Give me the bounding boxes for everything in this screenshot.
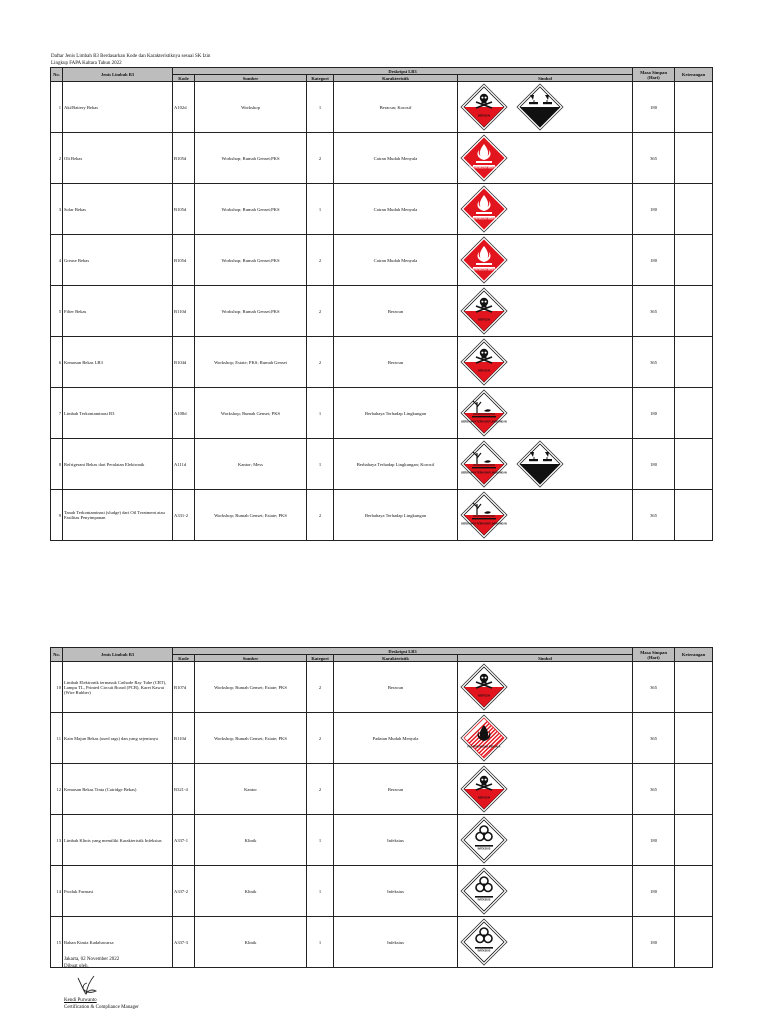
symbol-label: CAIRAN MUDAH MENYALA (468, 166, 500, 170)
row-jenis-limbah: Refrigerant Bekas dari Peralatan Elektronik (63, 439, 173, 490)
row-no: 5 (51, 286, 63, 337)
table-row (51, 337, 713, 388)
row-karakteristik: Cairan Mudah Menyala (334, 133, 458, 184)
row-karakteristik: Infeksius (334, 815, 458, 866)
table-row (51, 439, 713, 490)
row-karakteristik: Berbahaya Terhadap Lingkungan (334, 388, 458, 439)
row-kategori: 2 (307, 337, 334, 388)
symbol-label: BERACUN (478, 694, 490, 698)
row-sumber: Workshop (195, 82, 307, 133)
row-masa-simpan: 365 (633, 286, 675, 337)
row-masa-simpan: 365 (633, 490, 675, 541)
header-deskripsi: Deskripsi LB3 (173, 648, 633, 655)
row-simbol (458, 439, 633, 490)
row-simbol (458, 184, 633, 235)
row-simbol (458, 286, 633, 337)
row-sumber: Workshop; Rumah Genset; Estate; PKS (195, 662, 307, 713)
flam_solid-hazard-icon (460, 714, 508, 762)
table-row (51, 235, 713, 286)
toxic-hazard-icon (460, 338, 508, 386)
row-simbol (458, 815, 633, 866)
row-kode: A111d (173, 439, 195, 490)
row-kode: B104d (173, 337, 195, 388)
row-sumber: Workshop; Rumah Genset;PKS (195, 235, 307, 286)
table-row (51, 866, 713, 917)
symbol-label: INFEKSIUS (477, 898, 491, 902)
row-simbol (458, 662, 633, 713)
row-simbol (458, 133, 633, 184)
signatory (64, 998, 139, 1011)
row-keterangan (675, 388, 713, 439)
row-kode: A337-3 (173, 917, 195, 968)
row-keterangan (675, 286, 713, 337)
signature-place-date: Jakarta, 02 November 2022 (64, 957, 120, 962)
row-masa-simpan: 180 (633, 866, 675, 917)
row-keterangan (675, 235, 713, 286)
row-kategori: 1 (307, 184, 334, 235)
row-keterangan (675, 662, 713, 713)
waste-table-2 (50, 647, 713, 968)
row-kode: A337-2 (173, 866, 195, 917)
row-simbol (458, 713, 633, 764)
row-karakteristik: Beracun; Korosif (334, 82, 458, 133)
row-sumber: Kantor; Mess (195, 439, 307, 490)
row-jenis-limbah: Kemasan Bekas LB3 (63, 337, 173, 388)
row-karakteristik: Cairan Mudah Menyala (334, 235, 458, 286)
row-masa-simpan: 365 (633, 713, 675, 764)
row-no: 3 (51, 184, 63, 235)
header-simbol: Simbol (458, 655, 633, 662)
signatory-title: Certification & Compliance Manager (64, 1004, 139, 1010)
row-jenis-limbah: Solar Bekas (63, 184, 173, 235)
symbol-label: PADATAN MUDAH MENYALA (467, 745, 501, 749)
row-no: 1 (51, 82, 63, 133)
row-kategori: 2 (307, 764, 334, 815)
row-masa-simpan: 365 (633, 337, 675, 388)
row-no: 6 (51, 337, 63, 388)
table-row (51, 713, 713, 764)
row-jenis-limbah: Limbah Elektronik termasuk Cathode Ray Tube (CRT), Lampu TL, Printed Circuit Board (PCB), Karet Kawat (Wire Rubber) (63, 662, 173, 713)
row-karakteristik: Beracun (334, 662, 458, 713)
header-simbol: Simbol (458, 75, 633, 82)
row-no: 7 (51, 388, 63, 439)
header-kode: Kode (173, 655, 195, 662)
row-masa-simpan: 180 (633, 917, 675, 968)
row-kode: B110d (173, 713, 195, 764)
row-simbol (458, 82, 633, 133)
header-kategori: Kategori (307, 655, 334, 662)
header-masa-simpan: Masa Simpan (Hari) (633, 648, 675, 662)
symbol-label: INFEKSIUS (477, 949, 491, 953)
symbol-label: BERBAHAYA TERHADAP LINGKUNGAN (461, 471, 507, 475)
row-keterangan (675, 439, 713, 490)
header-kode: Kode (173, 75, 195, 82)
handwritten-signature (74, 972, 102, 998)
symbol-label: KOROSIF (534, 471, 546, 475)
symbol-label: BERACUN (478, 114, 490, 118)
env-hazard-icon (460, 491, 508, 539)
row-no: 4 (51, 235, 63, 286)
row-kode: A331-2 (173, 490, 195, 541)
row-kode: A102d (173, 82, 195, 133)
row-kode: A108d (173, 388, 195, 439)
row-no: 14 (51, 866, 63, 917)
flammable-hazard-icon (460, 134, 508, 182)
header-no: No. (51, 68, 63, 82)
header-jenis: Jenis Limbah B3 (63, 648, 173, 662)
row-jenis-limbah: Kemasan Bekas Tinta (Catridge Bekas) (63, 764, 173, 815)
row-sumber: Kantor (195, 764, 307, 815)
header-masa-simpan: Masa Simpan (Hari) (633, 68, 675, 82)
row-sumber: Workshop; Estate; PKS; Rumah Genset (195, 337, 307, 388)
row-kategori: 1 (307, 917, 334, 968)
symbol-label: BERBAHAYA TERHADAP LINGKUNGAN (461, 522, 507, 526)
signature-made-by: Dibuat oleh, (64, 963, 89, 969)
row-sumber: Workshop; Rumah Genset;PKS (195, 184, 307, 235)
env-hazard-icon (460, 389, 508, 437)
row-simbol (458, 490, 633, 541)
flammable-hazard-icon (460, 236, 508, 284)
row-kategori: 2 (307, 133, 334, 184)
row-karakteristik: Infeksius (334, 866, 458, 917)
row-simbol (458, 917, 633, 968)
row-masa-simpan: 180 (633, 439, 675, 490)
row-simbol (458, 866, 633, 917)
row-karakteristik: Beracun (334, 764, 458, 815)
row-kategori: 1 (307, 388, 334, 439)
row-no: 12 (51, 764, 63, 815)
row-jenis-limbah: Kain Majun Bekas (used rags) dan yang sejenisnya (63, 713, 173, 764)
row-no: 13 (51, 815, 63, 866)
caption-line-1: Daftar Jenis Limbah B3 Berdasarkan Kode dan Karakteristiknya sesuai SK Izin (51, 54, 211, 59)
row-karakteristik: Berbahaya Terhadap Lingkungan; Korosif (334, 439, 458, 490)
caption-line-2: Lingkup FAPA Kaltara Tahun 2022 (51, 60, 122, 66)
env-hazard-icon (460, 440, 508, 488)
header-karakteristik: Karakteristik (334, 655, 458, 662)
row-jenis-limbah: Filter Bekas (63, 286, 173, 337)
row-keterangan (675, 184, 713, 235)
row-karakteristik: Padatan Mudah Menyala (334, 713, 458, 764)
row-keterangan (675, 866, 713, 917)
header-deskripsi: Deskripsi LB3 (173, 68, 633, 75)
toxic-hazard-icon (460, 287, 508, 335)
row-kode: B105d (173, 235, 195, 286)
signatory-name: Kendi Purwanto (64, 998, 97, 1003)
row-kode: A337-1 (173, 815, 195, 866)
row-jenis-limbah: Grease Bekas (63, 235, 173, 286)
row-kode: B110d (173, 286, 195, 337)
row-jenis-limbah: Produk Farmasi (63, 866, 173, 917)
row-no: 9 (51, 490, 63, 541)
header-keterangan: Keterangan (675, 68, 713, 82)
row-kategori: 2 (307, 662, 334, 713)
row-karakteristik: Berbahaya Terhadap Lingkungan (334, 490, 458, 541)
table-2-body (51, 662, 713, 968)
infectious-hazard-icon (460, 867, 508, 915)
row-keterangan (675, 490, 713, 541)
row-karakteristik: Infeksius (334, 917, 458, 968)
signature-block (64, 957, 119, 970)
row-sumber: Workshop; Rumah Genset;PKS (195, 133, 307, 184)
row-no: 11 (51, 713, 63, 764)
row-kode: B105d (173, 184, 195, 235)
row-simbol (458, 337, 633, 388)
row-jenis-limbah: Limbah Terkontaminasi B3 (63, 388, 173, 439)
row-keterangan (675, 82, 713, 133)
row-simbol (458, 388, 633, 439)
row-jenis-limbah: Oli Bekas (63, 133, 173, 184)
row-sumber: Workshop; Rumah Genset; PKS (195, 388, 307, 439)
toxic-hazard-icon (460, 663, 508, 711)
row-kode: B105d (173, 133, 195, 184)
row-sumber: Workshop; Rumah Genset; Estate; PKS (195, 713, 307, 764)
row-simbol (458, 764, 633, 815)
symbol-label: BERACUN (478, 796, 490, 800)
corrosive-hazard-icon (516, 83, 564, 131)
row-masa-simpan: 180 (633, 82, 675, 133)
row-keterangan (675, 764, 713, 815)
waste-table-1 (50, 67, 713, 541)
row-sumber: Klinik (195, 917, 307, 968)
row-kategori: 1 (307, 439, 334, 490)
row-jenis-limbah: Bahan Kimia Kadaluwarsa (63, 917, 173, 968)
row-no: 15 (51, 917, 63, 968)
row-sumber: Workshop; Rumah Genset; Estate; PKS (195, 490, 307, 541)
header-sumber: Sumber (195, 75, 307, 82)
header-kategori: Kategori (307, 75, 334, 82)
row-karakteristik: Beracun (334, 337, 458, 388)
header-sumber: Sumber (195, 655, 307, 662)
row-masa-simpan: 365 (633, 133, 675, 184)
row-jenis-limbah: Tanah Terkontaminasi (sludge) dari Oil Treatment atau Fasilitas Penyimpanan (63, 490, 173, 541)
row-kategori: 1 (307, 82, 334, 133)
table-row (51, 286, 713, 337)
row-karakteristik: Beracun (334, 286, 458, 337)
row-karakteristik: Cairan Mudah Menyala (334, 184, 458, 235)
infectious-hazard-icon (460, 918, 508, 966)
row-keterangan (675, 337, 713, 388)
row-sumber: Workshop; Rumah Genset;PKS (195, 286, 307, 337)
toxic-hazard-icon (460, 765, 508, 813)
corrosive-hazard-icon (516, 440, 564, 488)
row-sumber: Klinik (195, 815, 307, 866)
row-keterangan (675, 815, 713, 866)
symbol-label: KOROSIF (534, 114, 546, 118)
row-kategori: 1 (307, 815, 334, 866)
row-masa-simpan: 365 (633, 764, 675, 815)
row-kode: B107d (173, 662, 195, 713)
row-kategori: 1 (307, 866, 334, 917)
symbol-label: BERACUN (478, 318, 490, 322)
row-keterangan (675, 917, 713, 968)
row-kategori: 2 (307, 286, 334, 337)
header-karakteristik: Karakteristik (334, 75, 458, 82)
row-keterangan (675, 133, 713, 184)
row-kategori: 2 (307, 490, 334, 541)
header-no: No. (51, 648, 63, 662)
row-masa-simpan: 180 (633, 388, 675, 439)
row-masa-simpan: 180 (633, 235, 675, 286)
table-row (51, 815, 713, 866)
row-kode: B321-4 (173, 764, 195, 815)
table-row (51, 82, 713, 133)
row-sumber: Klinik (195, 866, 307, 917)
header-keterangan: Keterangan (675, 648, 713, 662)
toxic-hazard-icon (460, 83, 508, 131)
row-masa-simpan: 180 (633, 815, 675, 866)
table-row (51, 662, 713, 713)
row-no: 2 (51, 133, 63, 184)
header-jenis: Jenis Limbah B3 (63, 68, 173, 82)
row-jenis-limbah: Aki/Battery Bekas (63, 82, 173, 133)
symbol-label: CAIRAN MUDAH MENYALA (468, 268, 500, 272)
table-row (51, 764, 713, 815)
symbol-label: BERBAHAYA TERHADAP LINGKUNGAN (461, 420, 507, 424)
table-row (51, 133, 713, 184)
row-jenis-limbah: Limbah Klinis yang memiliki Karakteristik Infeksius (63, 815, 173, 866)
row-no: 8 (51, 439, 63, 490)
row-masa-simpan: 365 (633, 662, 675, 713)
symbol-label: BERACUN (478, 369, 490, 373)
row-kategori: 2 (307, 713, 334, 764)
row-kategori: 2 (307, 235, 334, 286)
table-row (51, 917, 713, 968)
row-no: 10 (51, 662, 63, 713)
table-1-body (51, 82, 713, 541)
row-keterangan (675, 713, 713, 764)
table-row (51, 490, 713, 541)
flammable-hazard-icon (460, 185, 508, 233)
symbol-label: CAIRAN MUDAH MENYALA (468, 217, 500, 221)
infectious-hazard-icon (460, 816, 508, 864)
row-simbol (458, 235, 633, 286)
symbol-label: INFEKSIUS (477, 847, 491, 851)
table-row (51, 388, 713, 439)
table-row (51, 184, 713, 235)
row-masa-simpan: 180 (633, 184, 675, 235)
